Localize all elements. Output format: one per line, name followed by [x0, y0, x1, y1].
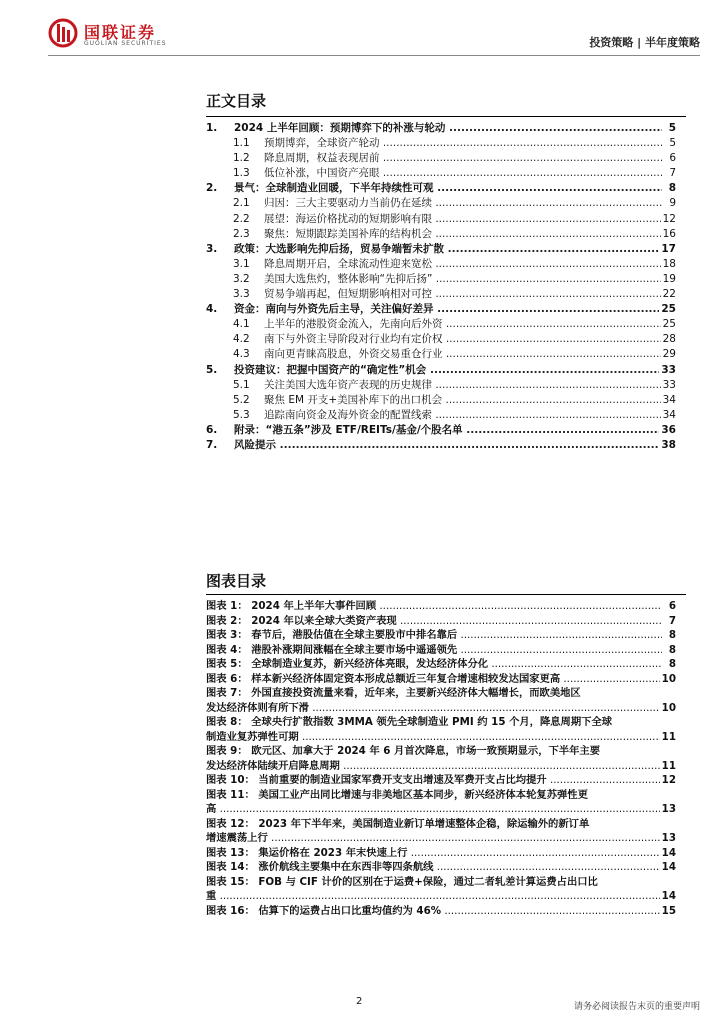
toc-entry-page: 33: [661, 378, 676, 393]
figure-entry[interactable]: [206, 686, 676, 701]
toc-entry-page: 34: [661, 408, 676, 423]
figure-entry-page: 14: [661, 861, 676, 873]
figure-entry-page: 13: [661, 832, 676, 844]
page-number: 2: [356, 996, 363, 1007]
toc-entry[interactable]: [206, 242, 676, 257]
figure-entry[interactable]: [206, 846, 676, 861]
toc-entry-title: 追踪南向资金及海外资金的配置线索 .....: [264, 408, 662, 423]
toc-entry-title: 展望：海运价格扰动的短期影响有限 .....: [264, 212, 662, 227]
toc-entry-page: 17: [659, 242, 676, 257]
figure-entry[interactable]: [206, 701, 676, 716]
toc-entry[interactable]: [206, 302, 676, 317]
toc-entry[interactable]: [206, 438, 676, 453]
figure-entry-title: 图表 3： 春节后，港股估值在全球主要股市中排名靠后 .....: [206, 628, 662, 643]
toc-entry-title: 降息周期，权益表现居前 .....: [264, 151, 662, 166]
toc-entry-title: 风险提示 .....: [234, 438, 662, 453]
figure-entry[interactable]: [206, 628, 676, 643]
toc-entry-title: 归因：三大主要驱动力当前仍在延续 .....: [264, 196, 662, 211]
toc-entry-page: 29: [661, 347, 676, 362]
figure-entry-title: 图表 4： 港股补涨期间涨幅在全球主要市场中遥遥领先 .....: [206, 643, 662, 658]
toc-entry-page: 7: [667, 166, 676, 181]
logo-text-cn: 国联证券: [84, 23, 157, 42]
toc-entry-title: 降息周期开启，全球流动性迎来宽松 .....: [264, 257, 662, 272]
toc-entry[interactable]: [206, 166, 676, 181]
figure-entry-page: 10: [661, 672, 676, 685]
figure-entry[interactable]: [206, 715, 676, 730]
figure-entry-page: 13: [661, 803, 676, 815]
figure-entry-page: 11: [661, 730, 676, 743]
toc-entry[interactable]: [206, 121, 676, 136]
figure-entry-title: 图表 13： 集运价格在 2023 年末快速上行 .....: [206, 846, 662, 861]
toc-entry-title: 附录：“港五条”涉及 ETF/REITs/基金/个股名单 .....: [234, 423, 662, 438]
figures-title-rule: [206, 594, 686, 595]
figure-entry[interactable]: [206, 643, 676, 658]
figure-entry-title: 增速震荡上行 .....: [206, 831, 662, 846]
figure-entry[interactable]: [206, 672, 676, 687]
toc-entry-number: 2.1: [233, 197, 250, 210]
toc-entry-title: 南下与外资主导阶段对行业均有定价权 .....: [264, 332, 662, 347]
toc-entry-title: 上半年的港股资金流入，先南向后外资 .....: [264, 317, 662, 332]
toc-entry-number: 1.2: [233, 152, 250, 165]
figure-entry-page: 8: [668, 629, 676, 641]
toc-entry-title: 预期博弈，全球资产轮动 .....: [264, 136, 662, 151]
figure-entry[interactable]: [206, 904, 676, 919]
figure-entry-title: 重 .....: [206, 889, 662, 904]
figure-entry-title: 图表 2： 2024 年以来全球大类资产表现 .....: [206, 614, 662, 629]
toc-entry-page: 25: [659, 302, 676, 317]
toc-entry[interactable]: [206, 393, 676, 408]
toc-entry-page: 19: [661, 272, 676, 287]
toc-entry-page: 34: [661, 393, 676, 408]
toc-entry[interactable]: [206, 257, 676, 272]
disclaimer-note: 请务必阅读报告末页的重要声明: [573, 1002, 700, 1012]
toc-entry-number: 4.2: [233, 333, 250, 346]
figure-entry-title: 图表 7： 外国直接投资流量来看，近年来，主要新兴经济体大幅增长，而欧美地区: [206, 687, 581, 699]
toc-entry-number: 4.3: [233, 348, 250, 361]
figure-entry-page: 10: [661, 701, 676, 714]
figure-entry[interactable]: [206, 875, 676, 890]
toc-entry-number: 5.: [206, 363, 218, 376]
figure-entry-title: 图表 8： 全球央行扩散指数 3MMA 领先全球制造业 PMI 约 15 个月，降息周期下全球: [206, 716, 613, 728]
toc-entry[interactable]: [206, 408, 676, 423]
figures-title: 图表目录: [206, 572, 267, 590]
toc-title-rule: [206, 116, 686, 117]
toc-entry-title: 南向更青睐高股息，外资交易重仓行业 .....: [264, 347, 662, 362]
toc-entry[interactable]: [206, 272, 676, 287]
toc-entry-number: 6.: [206, 423, 218, 436]
figure-entry-title: 图表 12： 2023 年下半年来，美国制造业新订单增速整体企稳，除运输外的新订单: [206, 817, 590, 830]
figure-entry-title: 图表 5： 全球制造业复苏，新兴经济体亮眼，发达经济体分化 .....: [206, 657, 662, 672]
figure-entry-title: 图表 1： 2024 年上半年大事件回顾 .....: [206, 599, 662, 614]
toc-entry-number: 1.: [206, 122, 218, 134]
toc-entry-page: 9: [667, 196, 676, 211]
toc-entry-title: 关注美国大选年资产表现的历史规律 .....: [264, 378, 662, 393]
toc-entry[interactable]: [206, 423, 676, 438]
table-of-contents: [206, 121, 676, 453]
figure-entry[interactable]: [206, 860, 676, 875]
figure-entry[interactable]: [206, 788, 676, 803]
figure-entry[interactable]: [206, 817, 676, 832]
toc-entry-page: 5: [667, 121, 676, 136]
toc-entry-page: 38: [659, 438, 676, 453]
toc-entry-page: 33: [659, 363, 676, 378]
toc-entry[interactable]: [206, 363, 676, 378]
toc-entry-page: 36: [659, 423, 676, 438]
figure-entry-page: 11: [661, 759, 676, 772]
toc-entry-page: 8: [667, 181, 676, 196]
toc-entry-title: 贸易争端再起，但短期影响相对可控 .....: [264, 287, 662, 302]
toc-entry-page: 25: [661, 317, 676, 332]
figure-entry-title: 图表 6： 样本新兴经济体固定资本形成总额近三年复合增速相较发达国家更高 .....: [206, 672, 662, 687]
figure-entry[interactable]: [206, 802, 676, 817]
toc-entry-number: 2.: [206, 182, 218, 195]
toc-entry-title: 景气：全球制造业回暖，下半年持续性可观 .....: [234, 181, 662, 196]
toc-entry[interactable]: [206, 181, 676, 196]
toc-entry[interactable]: [206, 227, 676, 242]
toc-entry-number: 4.1: [233, 318, 250, 331]
toc-entry-number: 2.3: [233, 227, 250, 240]
figure-entry[interactable]: [206, 744, 676, 759]
toc-entry-number: 4.: [206, 303, 218, 316]
toc-entry-page: 6: [667, 151, 676, 166]
figure-entry-page: 14: [661, 846, 676, 859]
toc-entry-page: 28: [661, 332, 676, 347]
figure-entry[interactable]: [206, 773, 676, 788]
toc-entry-title: 投资建议：把握中国资产的“确定性”机会 .....: [234, 363, 662, 378]
toc-entry[interactable]: [206, 347, 676, 362]
figure-entry-title: 图表 10： 当前重要的制造业国家军费开支支出增速及军费开支占比均提升 .....: [206, 773, 662, 788]
figure-entry-page: 7: [668, 614, 676, 627]
toc-entry-title: 资金：南向与外资先后主导，关注偏好差异 .....: [234, 302, 662, 317]
toc-entry-number: 7.: [206, 438, 218, 451]
figure-entry-title: 图表 9： 欧元区、加拿大于 2024 年 6 月首次降息，市场一致预期显示，下半年主要: [206, 745, 600, 757]
toc-entry-title: 聚焦 EM 开支+美国补库下的出口机会 .....: [264, 393, 662, 408]
toc-entry-number: 1.1: [233, 137, 250, 150]
figure-entry-title: 图表 14： 涨价航线主要集中在东西非等四条航线 .....: [206, 860, 662, 875]
toc-entry[interactable]: [206, 317, 676, 332]
toc-entry-page: 16: [661, 227, 676, 242]
toc-entry-number: 3.2: [233, 272, 250, 285]
toc-entry-number: 5.2: [233, 393, 250, 406]
toc-entry-title: 2024 上半年回顾：预期博弈下的补涨与轮动 .....: [234, 121, 662, 136]
toc-entry[interactable]: [206, 332, 676, 347]
figure-entry[interactable]: [206, 759, 676, 774]
toc-entry-page: 18: [661, 257, 676, 272]
toc-entry-number: 3.: [206, 242, 218, 255]
toc-entry[interactable]: [206, 287, 676, 302]
figure-entry-page: 12: [661, 774, 676, 786]
figure-entry-page: 14: [661, 890, 676, 902]
report-category: 投资策略 | 半年度策略: [589, 36, 700, 49]
figure-entry-title: 高 .....: [206, 802, 662, 817]
figure-entry-page: 6: [668, 600, 676, 612]
toc-entry[interactable]: [206, 212, 676, 227]
toc-entry[interactable]: [206, 378, 676, 393]
toc-entry-page: 22: [661, 287, 676, 302]
toc-entry[interactable]: [206, 136, 676, 151]
toc-entry[interactable]: [206, 151, 676, 166]
figure-entry-title: 图表 11： 美国工业产出同比增速与非美地区基本同步，新兴经济体本轮复苏弹性更: [206, 788, 588, 801]
toc-entry-page: 5: [667, 136, 676, 151]
toc-entry-number: 3.1: [233, 257, 250, 270]
toc-title: 正文目录: [206, 92, 267, 110]
toc-entry-title: 低位补涨，中国资产亮眼 .....: [264, 166, 662, 181]
figure-entry[interactable]: [206, 599, 676, 614]
figure-entry-page: 8: [668, 643, 676, 656]
toc-entry-number: 2.2: [233, 212, 250, 225]
toc-entry-title: 聚焦：短期跟踪美国补库的结构机会 .....: [264, 227, 662, 242]
toc-entry-title: 政策：大选影响先抑后扬，贸易争端暂未扩散 .....: [234, 242, 662, 257]
company-logo: [48, 18, 188, 50]
figure-entry-title: 发达经济体陆续开启降息周期 .....: [206, 759, 662, 774]
toc-entry-number: 5.3: [233, 408, 250, 421]
toc-entry[interactable]: [206, 196, 676, 211]
toc-entry-title: 美国大选焦灼，整体影响“先抑后扬” .....: [264, 272, 662, 287]
figure-entry[interactable]: [206, 730, 676, 745]
figure-entry-page: 15: [661, 904, 676, 917]
figure-entry-title: 图表 15： FOB 与 CIF 计价的区别在于运费+保险，通过二者轧差计算运费占出口比: [206, 875, 598, 888]
guolian-logo-icon: [48, 18, 78, 48]
figure-entry[interactable]: [206, 614, 676, 629]
logo-text-en: GUOLIAN SECURITIES: [84, 40, 167, 47]
toc-entry-number: 3.3: [233, 288, 250, 301]
list-of-figures: [206, 599, 676, 918]
toc-entry-number: 5.1: [233, 378, 250, 391]
figure-entry[interactable]: [206, 831, 676, 846]
figure-entry-page: 8: [668, 658, 676, 670]
figure-entry-title: 制造业复苏弹性可期 .....: [206, 730, 662, 745]
figure-entry-title: 图表 16： 估算下的运费占出口比重均值约为 46% .....: [206, 904, 662, 919]
figure-entry-title: 发达经济体则有所下滑 .....: [206, 701, 662, 716]
toc-entry-number: 1.3: [233, 167, 250, 180]
figure-entry[interactable]: [206, 657, 676, 672]
figure-entry[interactable]: [206, 889, 676, 904]
toc-entry-page: 12: [661, 212, 676, 227]
header-divider: [48, 55, 700, 56]
